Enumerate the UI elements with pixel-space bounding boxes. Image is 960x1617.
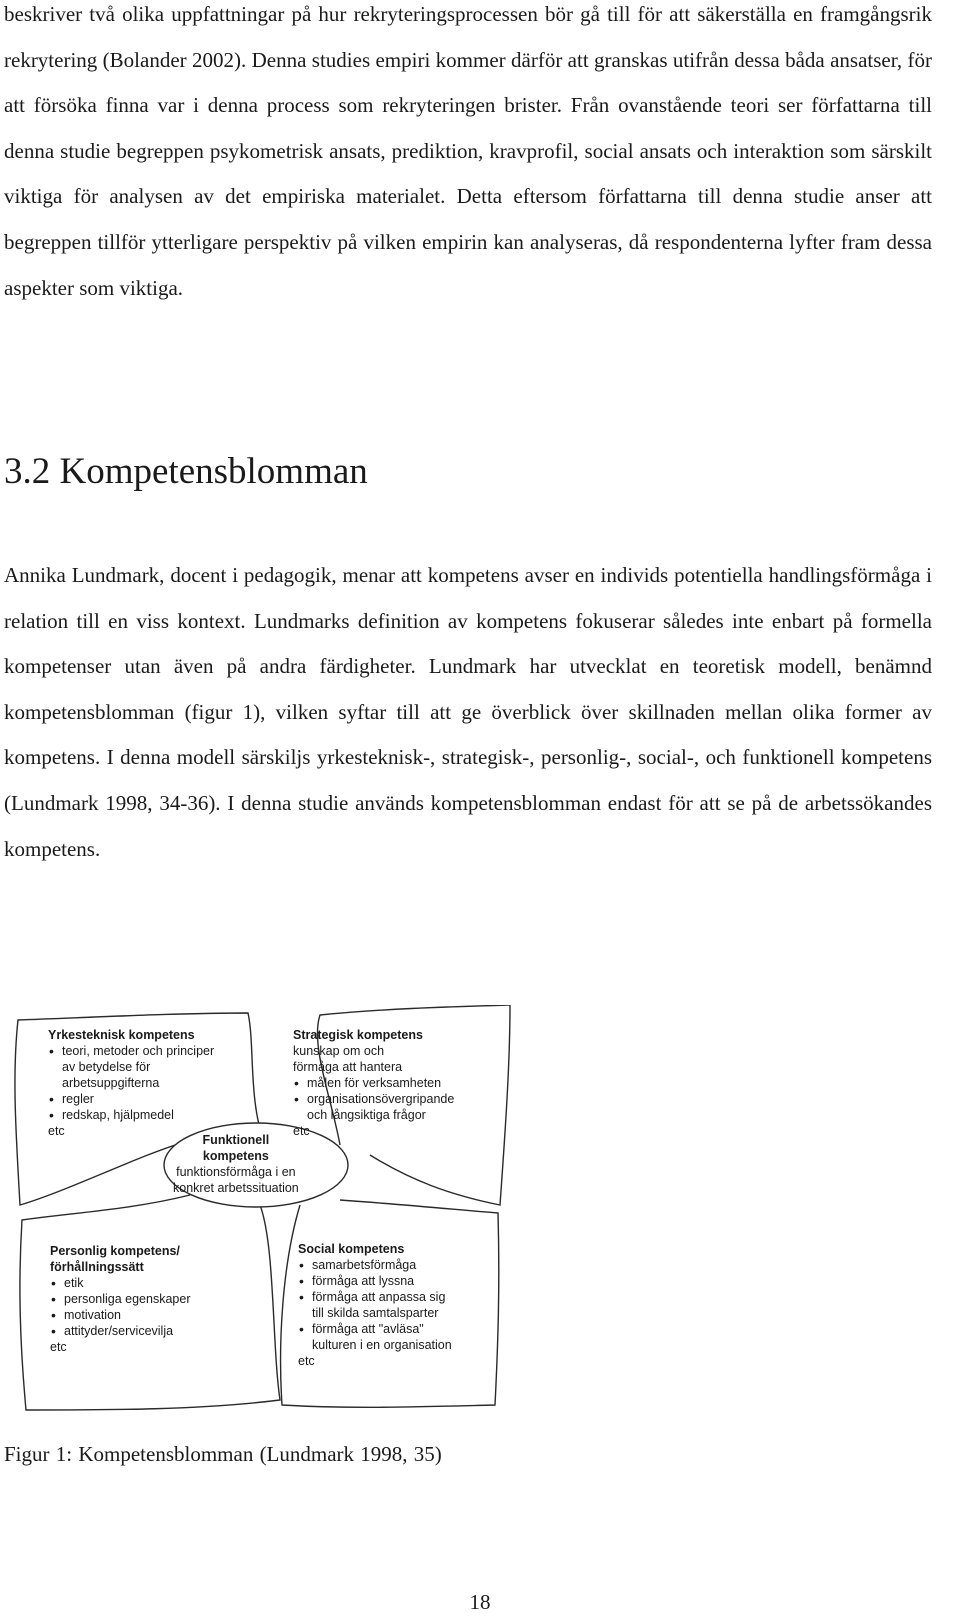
list-item: till skilda samtalsparter xyxy=(312,1306,439,1320)
list-item: etc xyxy=(48,1124,65,1138)
list-item: • förmåga att lyssna xyxy=(298,1273,452,1289)
list-item: etc xyxy=(50,1340,67,1354)
yrkesteknisk-title: Yrkesteknisk kompetens xyxy=(48,1028,195,1042)
competence-flower-figure xyxy=(10,1005,520,1415)
page-number: 18 xyxy=(469,1590,491,1614)
personlig-title-1: Personlig kompetens/ xyxy=(50,1244,180,1258)
funktionell-text-block xyxy=(173,1132,299,1196)
funktionell-line-1: funktionsförmåga i en xyxy=(176,1165,296,1179)
list-item: etc xyxy=(293,1124,310,1138)
list-item: • målen för verksamheten xyxy=(293,1075,454,1091)
funktionell-title-1: Funktionell xyxy=(202,1133,270,1147)
list-item: • förmåga att "avläsa" xyxy=(298,1321,452,1337)
strategisk-title: Strategisk kompetens xyxy=(293,1028,423,1042)
list-item: • organisationsövergripande xyxy=(293,1091,454,1107)
list-item: arbetsuppgifterna xyxy=(62,1076,160,1090)
intro-paragraph: beskriver två olika uppfattningar på hur rekryteringsprocessen bör gå till för att säkerställa en framgångsrik rekrytering (Bolander 2002). Denna studies empiri kommer därför att granskas utifrån dessa båda ansatser, för att försöka finna var i denna process som rekryteringen brister. Från ovanstående teori ser författarna till denna studie begreppen psykometrisk ansats, prediktion, kravprofil, social ansats och interaktion som särskilt viktiga för analysen av det empiriska materialet. Detta eftersom författarna till denna studie anser att begreppen tillför ytterligare perspektiv på vilken empirin kan analyseras, då respondenterna lyfter fram dessa aspekter som viktiga. xyxy=(4,2,932,300)
list-item: kunskap om och xyxy=(293,1044,385,1058)
social-text-block xyxy=(298,1241,452,1369)
funktionell-line-2: konkret arbetssituation xyxy=(173,1181,299,1195)
list-item: etc xyxy=(298,1354,315,1368)
list-item: • samarbetsförmåga xyxy=(298,1257,452,1273)
yrkesteknisk-text-block xyxy=(48,1027,214,1139)
list-item: kulturen i en organisation xyxy=(312,1338,452,1352)
list-item: • teori, metoder och principer xyxy=(48,1043,214,1059)
list-item: förmåga att hantera xyxy=(293,1060,403,1074)
section-paragraph: Annika Lundmark, docent i pedagogik, menar att kompetens avser en individs potentiella handlingsförmåga i relation till en viss kontext. Lundmarks definition av kompetens fokuserar således inte enbart på formella kompetenser utan även på andra färdigheter. Lundmark har utvecklat en teoretisk modell, benämnd kompetensblomman (figur 1), vilken syftar till att ge överblick över skillnaden mellan olika former av kompetens. I denna modell särskiljs yrkesteknisk-, strategisk-, personlig-, social-, och funktionell kompetens (Lundmark 1998, 34-36). I denna studie används kompetensblomman endast för att se på de arbetssökandes kompetens. xyxy=(4,563,932,861)
list-item: • etik xyxy=(50,1275,190,1291)
personlig-title-2: förhållningssätt xyxy=(50,1260,144,1274)
list-item: • attityder/servicevilja xyxy=(50,1323,190,1339)
list-item: • förmåga att anpassa sig xyxy=(298,1289,452,1305)
list-item: och långsiktiga frågor xyxy=(307,1108,426,1122)
social-title: Social kompetens xyxy=(298,1242,405,1256)
section-heading: 3.2 Kompetensblomman xyxy=(4,451,368,492)
list-item: • redskap, hjälpmedel xyxy=(48,1107,214,1123)
list-item: • personliga egenskaper xyxy=(50,1291,190,1307)
personlig-text-block xyxy=(50,1243,190,1355)
list-item: • motivation xyxy=(50,1307,190,1323)
list-item: av betydelse för xyxy=(62,1060,151,1074)
list-item: • regler xyxy=(48,1091,214,1107)
figure-caption: Figur 1: Kompetensblomman (Lundmark 1998, 35) xyxy=(4,1442,442,1466)
strategisk-text-block xyxy=(293,1027,454,1139)
funktionell-title-2: kompetens xyxy=(202,1149,269,1163)
